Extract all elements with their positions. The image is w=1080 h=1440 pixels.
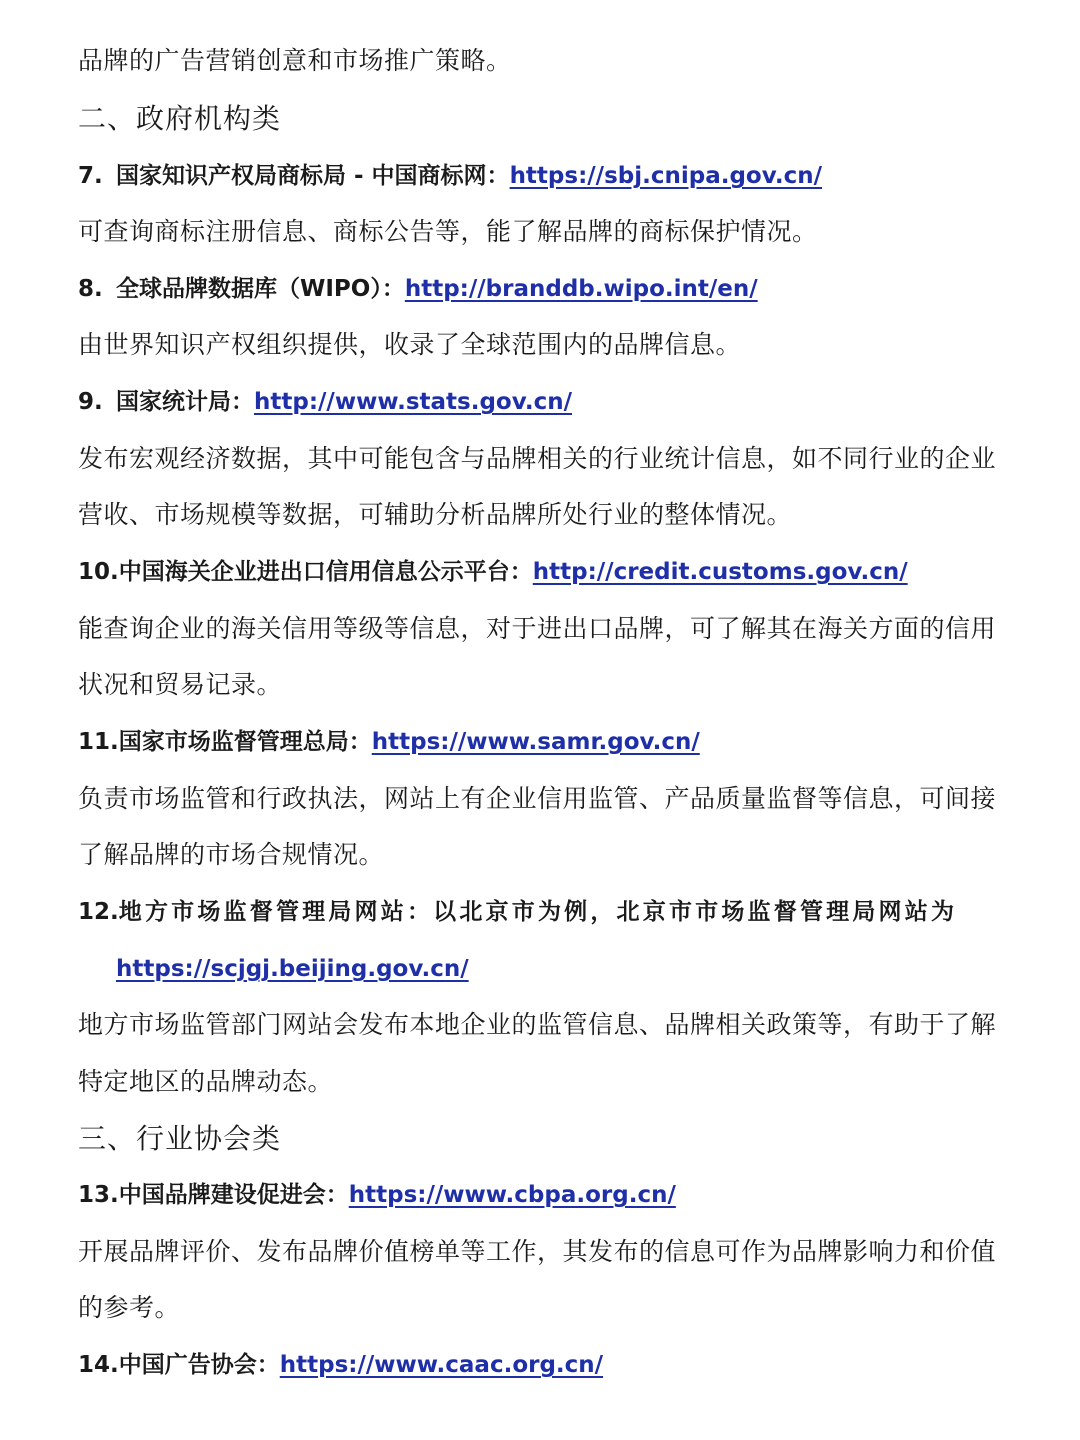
item-description: 负责市场监管和行政执法，网站上有企业信用监管、产品质量监督等信息，可间接 <box>78 784 997 813</box>
item-description: 营收、市场规模等数据，可辅助分析品牌所处行业的整体情况。 <box>78 500 793 529</box>
list-item-8 <box>78 272 1004 306</box>
url-link[interactable]: http://www.stats.gov.cn/ <box>254 389 572 415</box>
item-number: 9. <box>78 389 103 415</box>
url-link[interactable]: https://www.cbpa.org.cn/ <box>348 1182 676 1208</box>
item-title: 国家知识产权局商标局 - 中国商标网： <box>116 163 510 189</box>
item-description: 特定地区的品牌动态。 <box>78 1067 334 1096</box>
list-item-13 <box>78 1178 1004 1212</box>
section-heading-associations: 三、行业协会类 <box>78 1122 282 1155</box>
list-item-12 <box>78 895 1004 929</box>
item-description: 开展品牌评价、发布品牌价值榜单等工作，其发布的信息可作为品牌影响力和价值 <box>78 1237 997 1266</box>
item-description: 能查询企业的海关信用等级等信息，对于进出口品牌，可了解其在海关方面的信用 <box>78 614 997 643</box>
list-item-14 <box>78 1348 1004 1382</box>
item-description: 的参考。 <box>78 1293 181 1322</box>
item-number: 7. <box>78 163 103 189</box>
url-link[interactable]: https://sbj.cnipa.gov.cn/ <box>509 163 822 189</box>
item-description: 状况和贸易记录。 <box>78 670 283 699</box>
url-link[interactable]: https://scjgj.beijing.gov.cn/ <box>116 956 469 982</box>
list-item-9 <box>78 385 1004 419</box>
item-title: 国家市场监督管理总局： <box>118 729 372 755</box>
item-number: 11. <box>78 729 119 755</box>
item-title: 国家统计局： <box>116 389 254 415</box>
item-title: 全球品牌数据库（WIPO）： <box>116 276 405 302</box>
item-number: 14. <box>78 1352 119 1378</box>
item-number: 10. <box>78 559 119 585</box>
url-link[interactable]: http://credit.customs.gov.cn/ <box>532 559 908 585</box>
url-link[interactable]: http://branddb.wipo.int/en/ <box>404 276 758 302</box>
item-title: 地方市场监督管理局网站：以北京市为例，北京市市场监督管理局网站为 <box>118 899 958 925</box>
url-link[interactable]: https://www.samr.gov.cn/ <box>371 729 700 755</box>
url-link[interactable]: https://www.caac.org.cn/ <box>279 1352 604 1378</box>
item-description: 可查询商标注册信息、商标公告等，能了解品牌的商标保护情况。 <box>78 217 818 246</box>
item-number: 13. <box>78 1182 119 1208</box>
item-description: 发布宏观经济数据，其中可能包含与品牌相关的行业统计信息，如不同行业的企业 <box>78 444 997 473</box>
item-description: 地方市场监管部门网站会发布本地企业的监管信息、品牌相关政策等，有助于了解 <box>78 1010 997 1039</box>
item-description: 由世界知识产权组织提供，收录了全球范围内的品牌信息。 <box>78 330 742 359</box>
list-item-10 <box>78 555 1004 589</box>
list-item-11 <box>78 725 1004 759</box>
item-description: 了解品牌的市场合规情况。 <box>78 840 385 869</box>
paragraph-continuation: 品牌的广告营销创意和市场推广策略。 <box>78 46 512 75</box>
item-url-line <box>116 952 1004 986</box>
item-title: 中国海关企业进出口信用信息公示平台： <box>118 559 533 585</box>
item-title: 中国广告协会： <box>118 1352 280 1378</box>
item-title: 中国品牌建设促进会： <box>118 1182 349 1208</box>
item-number: 8. <box>78 276 103 302</box>
section-heading-government: 二、政府机构类 <box>78 102 282 135</box>
item-number: 12. <box>78 899 119 925</box>
list-item-7 <box>78 159 1004 193</box>
